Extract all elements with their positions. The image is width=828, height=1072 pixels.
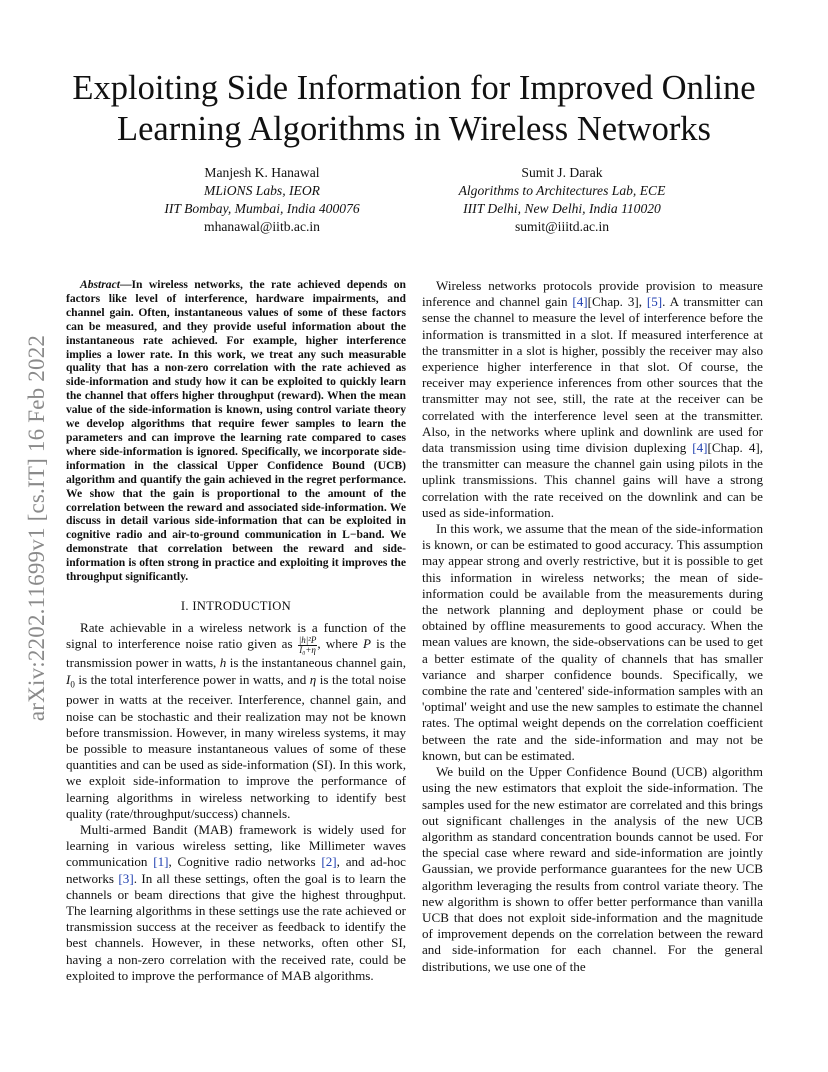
text-run: Multi-armed Bandit (MAB) framework is widely used for learning in various wireless setting, like Millimeter waves communication [66,821,406,870]
text-run: Wireless networks protocols provide provision to measure inference and channel gain [422,278,763,310]
text-run: is the transmission power in watts, [66,636,406,671]
text-run: , where [317,636,363,652]
symbol-I: I [66,671,71,687]
paper-title: Exploiting Side Information for Improved Online Learning Algorithms in Wireless Networks [72,69,756,148]
section-heading: I. INTRODUCTION [180,598,292,613]
author-affiliation: Algorithms to Architectures Lab, ECE [458,183,666,198]
author-email: sumit@iiitd.ac.in [514,219,610,234]
author-name: Manjesh K. Hanawal [204,165,320,180]
text-run: [Chap. 3], [587,294,647,310]
intro-paragraph-2 [66,822,406,984]
right-paragraph-2: In this work, we assume that the mean of the side-information is known, or can be estimated to good accuracy. This assumption may appear strong and overly restrictive, but it is possible to get this information in wireless networks; the mean of side-information could be available from the measurements during the network planning and deployment phase or could be obtained by offline measurements to good accuracy. When the mean values are known, the side-observations can be used to get a better estimate of the quality of channels that has smaller variance and sharper confidence bounds. Specifically, we combine the rate and 'centered' side-information samples with an 'optimal' weight and use the new samples to estimate the channel rates. The optimal weight depends on the correlation coefficient between the rate and the side-information and may not be known, but can be estimated. [422,521,763,763]
arxiv-stamp [24,296,50,760]
citation-link[interactable]: [5] [646,294,663,310]
symbol-P: P [362,636,371,652]
abstract [66,278,406,584]
text-run: , Cognitive radio networks [168,854,322,870]
author-block-1 [140,164,384,236]
author-name: Sumit J. Darak [521,165,603,180]
text-run: is the total noise power in watts at the receiver. Interference, channel gain, and noise can be stochastic and their realization may not be known before transmission. However, in many wireless systems, it may be possible to measure instantaneous values of some of these quantities and can be used as side-information (SI). In this work, we exploit side-information to improve the performance of learning algorithms in wireless networking to identify best quality (rate/throughput/success) channels. [66,671,406,821]
author-affiliation: MLiONS Labs, IEOR [204,183,320,198]
citation-link[interactable]: [3] [118,870,134,886]
abstract-text: —In wireless networks, the rate achieved depends on factors like level of interference, hardware impairments, and channel gain. Often, instantaneous values of some of these factors can be measured, and they provide useful information about the instantaneous rate achieved. For example, higher interference implies a lower rate. In this work, we treat any such measurable quality that has a non-zero correlation with the rate achieved as side-information and study how it can be exploited to quickly learn the channel that offers higher throughput (reward). When the mean value of the side-information is known, using control variate theory we develop algorithms that require fewer samples to learn the parameters and can improve the learning rate compared to cases where side-information is ignored. Specifically, we incorporate side-information in the classical Upper Confidence Bound (UCB) algorithm and quantify the gain achieved in the regret performance. We show that the gain is proportional to the amount of the correlation between the reward and associated side-information. We discuss in detail various side-information that can be exploited in cognitive radio and air-to-ground communication in L−band. We demonstrate that correlation between the reward and side-information is often strong in practice and exploiting it improves the throughput significantly. [66,278,406,584]
text-run: , and ad-hoc networks [66,854,406,886]
author-block-2 [430,164,694,236]
citation-link[interactable]: [4] [692,440,708,456]
arxiv-stamp-text: arXiv:2202.11699v1 [cs.IT] 16 Feb 2022 [24,334,49,722]
author-address: IIT Bombay, Mumbai, India 400076 [164,201,360,216]
right-paragraph-1 [422,278,763,521]
left-column [66,278,406,984]
text-run: Rate achievable in a wireless network is a function of the signal to interference noise ratio given as [66,620,406,652]
author-email: mhanawal@iitb.ac.in [204,219,320,234]
text-run: . A transmitter can sense the channel to measure the level of interference before the information is transmitted in a slot. If measured interference at the transmitter in a slot is higher, possibly the receiver may also experience higher interference in that slot. Of course, the receiver may experience inferences from other sources that the transmitter may not see, still, the rate at the receiver can be correlated with the interference level seen at the transmitter. Also, in the networks where uplink and downlink are used for data transmission using time division duplexing [422,294,763,456]
fraction-denominator: I₀+η [299,645,316,656]
abstract-label: Abstract [80,278,120,291]
right-paragraph-3: We build on the Upper Confidence Bound (UCB) algorithm using the new estimators that exploit the side-information. The samples used for the new estimator are correlated and this brings out significant challenges in the analysis of the new UCB algorithm as standard concentration bounds cannot be used. For the special case where reward and side-information are jointly Gaussian, we provide performance guarantees for the new UCB algorithm leveraging the results from control variate theory. The new algorithm is shown to offer better performance than vanilla UCB that does not exploit side-information and the magnitude of improvement depends on the correlation between the reward and side-information for each channel. For the general distributions, we use one of the [422,764,763,974]
citation-link[interactable]: [4] [572,294,588,310]
sinr-fraction [298,636,318,655]
author-address: IIIT Delhi, New Delhi, India 110020 [463,201,661,216]
symbol-h: h [219,655,227,671]
text-run: is the total interference power in watts, and [74,671,310,687]
citation-link[interactable]: [2] [321,854,337,870]
fraction-numerator: |h|²P [298,635,317,646]
citation-link[interactable]: [1] [153,854,169,870]
text-run: . In all these settings, often the goal is to learn the channels or beam directions that give the highest throughput. The learning algorithms in these settings use the rate achieved or transmission success at the receiver as feedback to identify the best channels. However, in these networks, often other SI, having a non-zero correlation with the received rate, could be exploited to improve the performance of MAB algorithms. [66,870,406,983]
symbol-subscript: 0 [70,679,75,690]
text-run: is the instantaneous channel gain, [226,655,406,671]
symbol-eta: η [309,671,317,687]
right-column [422,278,763,975]
text-run: [Chap. 4], the transmitter can measure the channel gain using pilots in the uplink transmissions. This channel gains will have a strong correlation with the rate received on the downlink and can be used as side-information. [422,440,764,520]
intro-paragraph-1 [66,620,406,822]
